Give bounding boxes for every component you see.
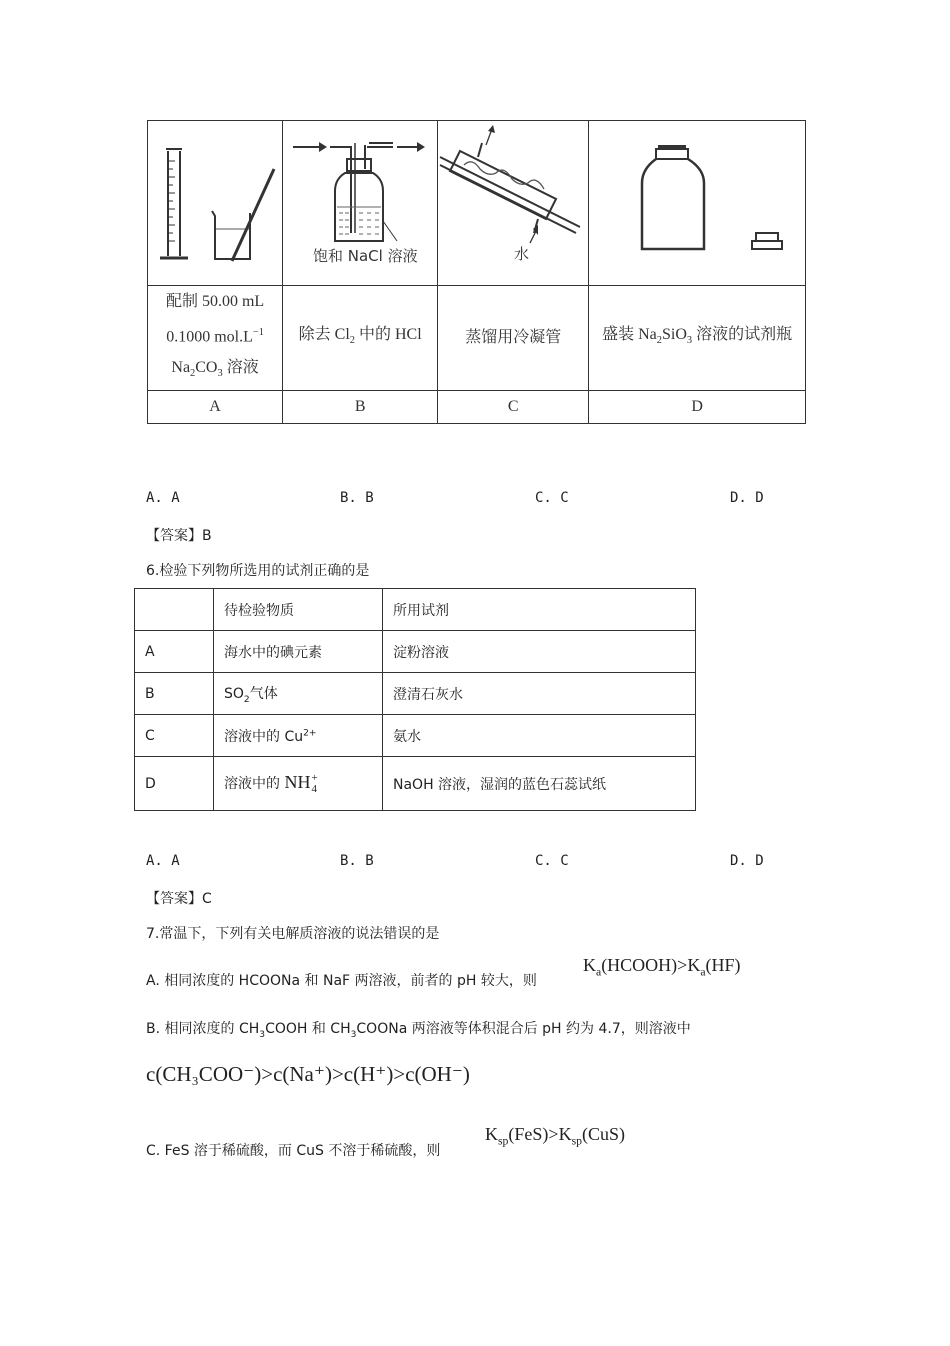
figure-a-image (148, 121, 283, 286)
q6-option-b: B. B (340, 853, 374, 869)
q6-option-a: A. A (146, 853, 180, 869)
q7-option-a-text: A. 相同浓度的 HCOONa 和 NaF 两溶液，前者的 pH 较大，则 (146, 973, 537, 989)
figure-d-image (589, 121, 806, 286)
q7-option-c-math: $K_{sp}(FeS)>K_{sp}(CuS)$ (485, 1124, 625, 1148)
q7-option-b-text: B. 相同浓度的 $CH_3COOH$ 和 $CH_3COONa$ 两溶液等体积混合后 pH 约为 4.7，则溶液中 (146, 1021, 691, 1040)
row-reagent: 氨水 (383, 715, 696, 757)
table-row (135, 715, 696, 757)
caption-d: 盛装 $Na_2SiO_3$ 溶液的试剂瓶 (589, 286, 806, 391)
table-row (135, 631, 696, 673)
q6-options (146, 853, 776, 873)
table-header-cell: 待检验物质 (214, 589, 383, 631)
q7-option-b-math: c(CH₃COO⁻)>c(Na⁺)>c(H⁺)>c(OH⁻) (146, 1062, 470, 1086)
row-substance: $SO_2$气体 (214, 673, 383, 715)
saturated-nacl-label: 饱和 NaCl 溶液 (313, 247, 418, 265)
caption-a: 配制 50.00 mL 0.1000 $mol.L^{-1}$ $Na_2CO_3$ 溶液 (148, 286, 283, 391)
row-letter: D (135, 757, 214, 811)
table-row (135, 673, 696, 715)
caption-c: 蒸馏用冷凝管 (438, 286, 589, 391)
apparatus-figure-table (147, 120, 806, 424)
q7-stem: 7.常温下，下列有关电解质溶液的说法错误的是 (146, 926, 440, 942)
condenser-tube-icon (438, 121, 588, 281)
table-row (135, 757, 696, 811)
q6-answer: 【答案】C (146, 891, 212, 907)
row-reagent: 淀粉溶液 (383, 631, 696, 673)
row-letter: A (135, 631, 214, 673)
figure-c-image (438, 121, 589, 286)
caption-b: 除去 $Cl_2$ 中的 HCl (283, 286, 438, 391)
letter-a: A (148, 390, 283, 423)
table-header-row (135, 589, 696, 631)
q5-option-a: A. A (146, 490, 180, 506)
q5-option-c: C. C (535, 490, 569, 506)
graduated-cylinder-beaker-icon (150, 121, 280, 281)
water-label: 水 (514, 245, 530, 263)
q5-options (146, 490, 776, 510)
gas-washing-bottle-icon (285, 121, 435, 281)
q6-option-d: D. D (730, 853, 764, 869)
row-substance: 溶液中的 NH + 4 (214, 757, 383, 811)
letter-b: B (283, 390, 438, 423)
table-header-cell: 所用试剂 (383, 589, 696, 631)
q6-stem: 6.检验下列物所选用的试剂正确的是 (146, 563, 370, 579)
row-reagent: 澄清石灰水 (383, 673, 696, 715)
q7-option-c-text: C. FeS 溶于稀硫酸，而 CuS 不溶于稀硫酸，则 (146, 1143, 441, 1159)
q5-answer: 【答案】B (146, 528, 212, 544)
figure-b-image (283, 121, 438, 286)
letter-d: D (589, 390, 806, 423)
row-substance: 溶液中的 $Cu^{2+}$ (214, 715, 383, 757)
row-letter: B (135, 673, 214, 715)
q5-option-b: B. B (340, 490, 374, 506)
q7-option-a-math: $K_a(HCOOH)>K_a(HF)$ (583, 955, 741, 979)
q5-option-d: D. D (730, 490, 764, 506)
q6-table (134, 588, 696, 811)
table-header-cell (135, 589, 214, 631)
letter-c: C (438, 390, 589, 423)
row-letter: C (135, 715, 214, 757)
row-reagent: NaOH 溶液，湿润的蓝色石蕊试纸 (383, 757, 696, 811)
row-substance: 海水中的碘元素 (214, 631, 383, 673)
q6-option-c: C. C (535, 853, 569, 869)
reagent-bottle-icon (592, 121, 802, 281)
